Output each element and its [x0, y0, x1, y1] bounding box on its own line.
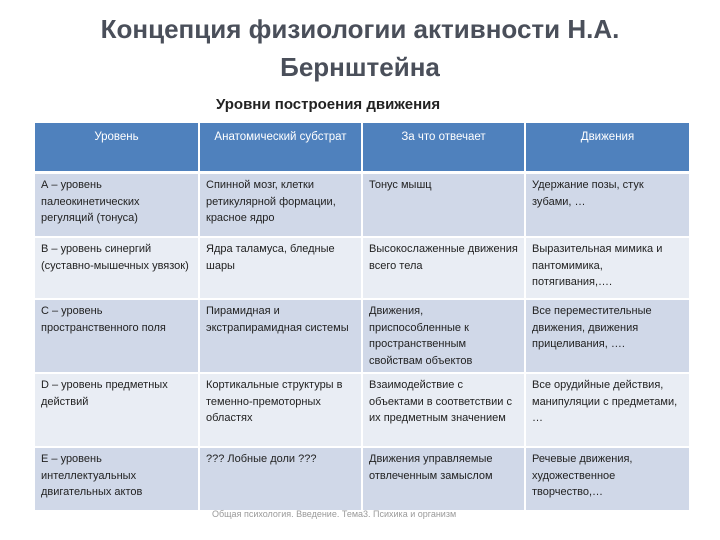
header-substrate: Анатомический субстрат — [200, 123, 363, 174]
table-row — [35, 300, 689, 374]
header-level: Уровень — [35, 123, 200, 174]
movement-levels-table — [34, 122, 690, 513]
slide-subtitle: Уровни построения движения — [216, 96, 441, 113]
cell-substrate: Кортикальные структуры в теменно-премоторных областях — [200, 374, 363, 448]
cell-level: С – уровень пространственного поля — [35, 300, 200, 374]
cell-function: Взаимодействие с объектами в соответствии с их предметным значением — [363, 374, 526, 448]
cell-function: Высокослаженные движения всего тела — [363, 238, 526, 300]
cell-movements: Все переместительные движения, движения прицеливания, …. — [526, 300, 689, 374]
cell-movements: Удержание позы, стук зубами, … — [526, 174, 689, 238]
cell-level: D – уровень предметных действий — [35, 374, 200, 448]
cell-movements: Все орудийные действия, манипуляции с предметами, … — [526, 374, 689, 448]
cell-movements: Речевые движения, художественное творчество,… — [526, 448, 689, 512]
cell-level: А – уровень палеокинетических регуляций (тонуса) — [35, 174, 200, 238]
cell-function: Тонус мышц — [363, 174, 526, 238]
table-row — [35, 448, 689, 512]
cell-substrate: Пирамидная и экстрапирамидная системы — [200, 300, 363, 374]
slide-title: Концепция физиологии активности Н.А. Бернштейна — [100, 14, 620, 82]
cell-level: В – уровень синергий (суставно-мышечных увязок) — [35, 238, 200, 300]
table-row — [35, 174, 689, 238]
table-header-row — [35, 123, 689, 174]
header-movements: Движения — [526, 123, 689, 174]
slide-footer: Общая психология. Введение. Тема3. Психика и организм — [212, 509, 457, 519]
cell-substrate: Спинной мозг, клетки ретикулярной формации, красное ядро — [200, 174, 363, 238]
cell-movements: Выразительная мимика и пантомимика, потягивания,…. — [526, 238, 689, 300]
cell-function: Движения управляемые отвлеченным замыслом — [363, 448, 526, 512]
table-row — [35, 238, 689, 300]
cell-substrate: ??? Лобные доли ??? — [200, 448, 363, 512]
table-row — [35, 374, 689, 448]
cell-level: Е – уровень интеллектуальных двигательных актов — [35, 448, 200, 512]
cell-substrate: Ядра таламуса, бледные шары — [200, 238, 363, 300]
header-function: За что отвечает — [363, 123, 526, 174]
cell-function: Движения, приспособленные к пространственным свойствам объектов — [363, 300, 526, 374]
